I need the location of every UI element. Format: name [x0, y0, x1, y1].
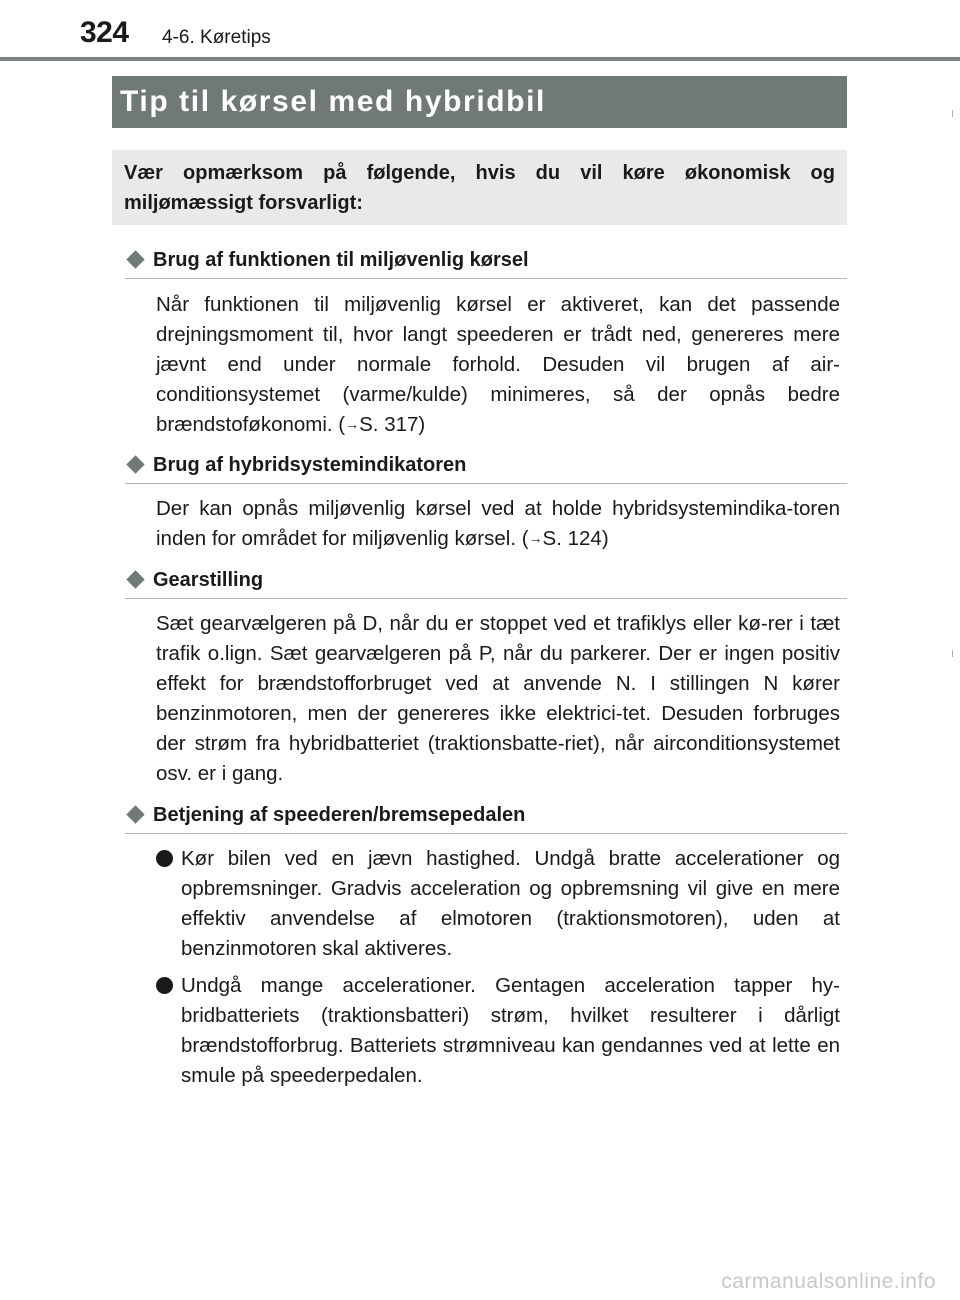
section-hybrid-indicator — [125, 452, 847, 555]
section-heading-text: Brug af hybridsystemindikatoren — [153, 454, 467, 476]
section-heading — [125, 247, 847, 279]
intro-box: Vær opmærksom på følgende, hvis du vil køre økonomisk og miljømæssigt forsvarligt: — [112, 150, 847, 225]
watermark[interactable]: carmanualsonline.info — [721, 1270, 936, 1293]
list-item — [156, 971, 840, 1091]
list-item-text: Undgå mange accelerationer. Gentagen acceleration tapper hy-bridbatteriets (traktionsbatteri) strøm, hvilket resulterer i dårligt brændstofforbrug. Batteriets strømniveau kan gendannes ved at lette en smule på speederpedalen. — [181, 974, 840, 1087]
section-heading-text: Gearstilling — [153, 569, 264, 591]
section-body — [156, 290, 840, 441]
page-number: 324 — [80, 16, 129, 49]
body-text: Der kan opnås miljøvenlig kørsel ved at holde hybridsystemindika-toren inden for området for miljøvenlig kørsel. ( — [156, 497, 840, 550]
section-body — [156, 494, 840, 555]
diamond-bullet-icon — [126, 455, 144, 473]
diamond-bullet-icon — [126, 805, 144, 823]
bullet-list — [156, 844, 840, 1091]
body-text: Når funktionen til miljøvenlig kørsel er aktiveret, kan det passende drejningsmoment til, hvor langt speederen er trådt ned, genereres mere jævnt end under normale forhold. Desuden vil brugen af air-conditionsystemet (varme/kulde) minimeres, så der opnås bedre brændstoføkonomi. ( — [156, 293, 840, 436]
section-heading — [125, 452, 847, 484]
round-bullet-icon — [156, 850, 173, 867]
edge-mark — [952, 110, 953, 117]
diamond-bullet-icon — [126, 570, 144, 588]
section-body: Sæt gearvælgeren på D, når du er stoppet ved et trafiklys eller kø-rer i tæt trafik o.lign. Sæt gearvælgeren på P, når du parkerer. Der er ingen positiv effekt for brændstofforbruget ved at anvende N. I stillingen N kører benzinmotoren, men der genereres ikke elektrici-tet. Desuden forbruges der strøm fra hybridbatteriet (traktionsbatte-riet), når airconditionsystemet osv. er i gang. — [156, 612, 840, 785]
page-title: Tip til kørsel med hybridbil — [120, 85, 546, 118]
list-item-text: Kør bilen ved en jævn hastighed. Undgå bratte accelerationer og opbremsninger. Gradvis acceleration og opbremsning vil give en mere effektiv anvendelse af elmotoren (traktionsmotoren), uden at benzinmotoren skal aktiveres. — [181, 847, 840, 960]
page-reference-link[interactable]: S. 317) — [359, 413, 426, 436]
round-bullet-icon — [156, 977, 173, 994]
header-rule — [0, 57, 960, 61]
arrow-icon: → — [345, 416, 360, 432]
section-reference: 4-6. Køretips — [162, 27, 271, 48]
section-eco-mode — [125, 247, 847, 441]
diamond-bullet-icon — [126, 250, 144, 268]
section-heading-text: Brug af funktionen til miljøvenlig kørsel — [153, 249, 529, 271]
list-item — [156, 844, 840, 964]
arrow-icon: → — [528, 530, 543, 546]
section-pedal-operation — [125, 802, 847, 1098]
section-heading — [125, 802, 847, 834]
section-heading — [125, 567, 847, 599]
title-banner — [112, 76, 847, 128]
section-heading-text: Betjening af speederen/bremsepedalen — [153, 804, 526, 826]
edge-mark — [952, 650, 953, 657]
section-gear-position — [125, 567, 847, 789]
page-reference-link[interactable]: S. 124) — [542, 527, 609, 550]
